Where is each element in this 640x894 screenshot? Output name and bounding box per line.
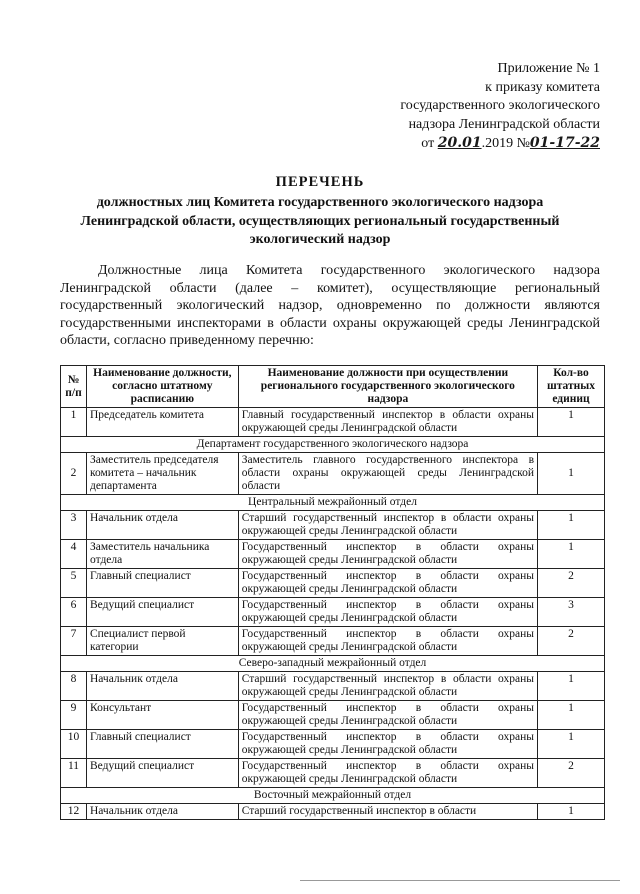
subtitle-line-3: экологический надзор xyxy=(249,232,391,247)
row-supervision: Главный государственный инспектор в области охраны окружающей среды Ленинградской области xyxy=(238,408,537,437)
page-bottom-line xyxy=(300,880,620,881)
row-supervision: Государственный инспектор в области охраны окружающей среды Ленинградской области xyxy=(238,627,537,656)
row-supervision: Старший государственный инспектор в области охраны окружающей среды Ленинградской области xyxy=(238,511,537,540)
row-count: 2 xyxy=(538,627,605,656)
intro-paragraph: Должностные лица Комитета государственного экологического надзора Ленинградской области (далее – комитет), осуществляющие региональный государственный экологический надзор, одновременно по должности являются государственными инспекторами в области охраны окружающей среды Ленинградской области, согласно приведенному перечню: xyxy=(60,263,600,348)
section-row xyxy=(61,495,605,511)
row-num: 11 xyxy=(61,759,87,788)
row-count: 1 xyxy=(538,453,605,495)
header-position: Наименование должности, согласно штатному расписанию xyxy=(86,366,238,408)
row-supervision: Старший государственный инспектор в области охраны окружающей среды Ленинградской области xyxy=(238,672,537,701)
row-position: Ведущий специалист xyxy=(86,598,238,627)
annex-date-year: .2019 № xyxy=(481,136,530,151)
section-row xyxy=(61,656,605,672)
row-count: 2 xyxy=(538,759,605,788)
officials-table xyxy=(60,365,605,820)
row-position: Заместитель председателя комитета – начальник департамента xyxy=(86,453,238,495)
row-supervision: Государственный инспектор в области охраны окружающей среды Ленинградской области xyxy=(238,598,537,627)
row-position: Председатель комитета xyxy=(86,408,238,437)
row-num: 12 xyxy=(61,804,87,820)
table-row xyxy=(61,569,605,598)
row-position: Ведущий специалист xyxy=(86,759,238,788)
row-num: 1 xyxy=(61,408,87,437)
subtitle-line-2: Ленинградской области, осуществляющих региональный государственный xyxy=(80,213,560,229)
row-position: Начальник отдела xyxy=(86,511,238,540)
row-num: 8 xyxy=(61,672,87,701)
row-position: Консультант xyxy=(86,701,238,730)
table-row xyxy=(61,730,605,759)
row-num: 4 xyxy=(61,540,87,569)
annex-date-prefix: от xyxy=(421,136,438,151)
table-row xyxy=(61,701,605,730)
document-subtitle xyxy=(40,194,600,250)
annex-block xyxy=(340,60,600,154)
annex-line-1: Приложение № 1 xyxy=(497,61,600,76)
row-count: 3 xyxy=(538,598,605,627)
row-supervision: Государственный инспектор в области охраны окружающей среды Ленинградской области xyxy=(238,701,537,730)
table-row xyxy=(61,453,605,495)
subtitle-line-1: должностных лиц Комитета государственного экологического надзора xyxy=(96,195,544,210)
section-row xyxy=(61,788,605,804)
row-count: 1 xyxy=(538,730,605,759)
annex-line-4: надзора Ленинградской области xyxy=(408,116,600,132)
table-row xyxy=(61,540,605,569)
row-supervision: Заместитель главного государственного инспектора в области охраны окружающей среды Ленинградской области xyxy=(238,453,537,495)
row-num: 7 xyxy=(61,627,87,656)
row-count: 1 xyxy=(538,672,605,701)
row-supervision: Государственный инспектор в области охраны окружающей среды Ленинградской области xyxy=(238,730,537,759)
annex-line-3: государственного экологического xyxy=(400,98,600,113)
table-row xyxy=(61,408,605,437)
section-title: Департамент государственного экологического надзора xyxy=(61,437,605,453)
table-row xyxy=(61,804,605,820)
table-header-row xyxy=(61,366,605,408)
annex-line-2: к приказу комитета xyxy=(485,79,600,95)
section-title: Северо-западный межрайонный отдел xyxy=(61,656,605,672)
table-row xyxy=(61,759,605,788)
annex-date-line xyxy=(340,134,600,154)
row-supervision: Государственный инспектор в области охраны окружающей среды Ленинградской области xyxy=(238,759,537,788)
row-count: 2 xyxy=(538,569,605,598)
table-row xyxy=(61,511,605,540)
table-row xyxy=(61,598,605,627)
header-supervision: Наименование должности при осуществлении регионального государственного экологического надзора xyxy=(238,366,537,408)
row-supervision: Старший государственный инспектор в области xyxy=(238,804,537,820)
row-count: 1 xyxy=(538,540,605,569)
row-supervision: Государственный инспектор в области охраны окружающей среды Ленинградской области xyxy=(238,569,537,598)
row-count: 1 xyxy=(538,408,605,437)
annex-number-handwritten: 01-17-22 xyxy=(529,135,600,151)
section-title: Восточный межрайонный отдел xyxy=(61,788,605,804)
section-row xyxy=(61,437,605,453)
row-count: 1 xyxy=(538,701,605,730)
row-num: 3 xyxy=(61,511,87,540)
row-position: Начальник отдела xyxy=(86,804,238,820)
row-num: 5 xyxy=(61,569,87,598)
document-title: ПЕРЕЧЕНЬ xyxy=(275,174,365,190)
header-num: № п/п xyxy=(61,366,87,408)
header-count: Кол-во штатных единиц xyxy=(538,366,605,408)
row-num: 6 xyxy=(61,598,87,627)
row-position: Главный специалист xyxy=(86,569,238,598)
row-num: 10 xyxy=(61,730,87,759)
annex-date-handwritten: 20.01 xyxy=(437,135,482,151)
table-row xyxy=(61,672,605,701)
row-position: Начальник отдела xyxy=(86,672,238,701)
row-position: Специалист первой категории xyxy=(86,627,238,656)
section-title: Центральный межрайонный отдел xyxy=(61,495,605,511)
row-count: 1 xyxy=(538,511,605,540)
row-position: Заместитель начальника отдела xyxy=(86,540,238,569)
row-count: 1 xyxy=(538,804,605,820)
row-supervision: Государственный инспектор в области охраны окружающей среды Ленинградской области xyxy=(238,540,537,569)
table-row xyxy=(61,627,605,656)
row-num: 2 xyxy=(61,453,87,495)
row-position: Главный специалист xyxy=(86,730,238,759)
row-num: 9 xyxy=(61,701,87,730)
